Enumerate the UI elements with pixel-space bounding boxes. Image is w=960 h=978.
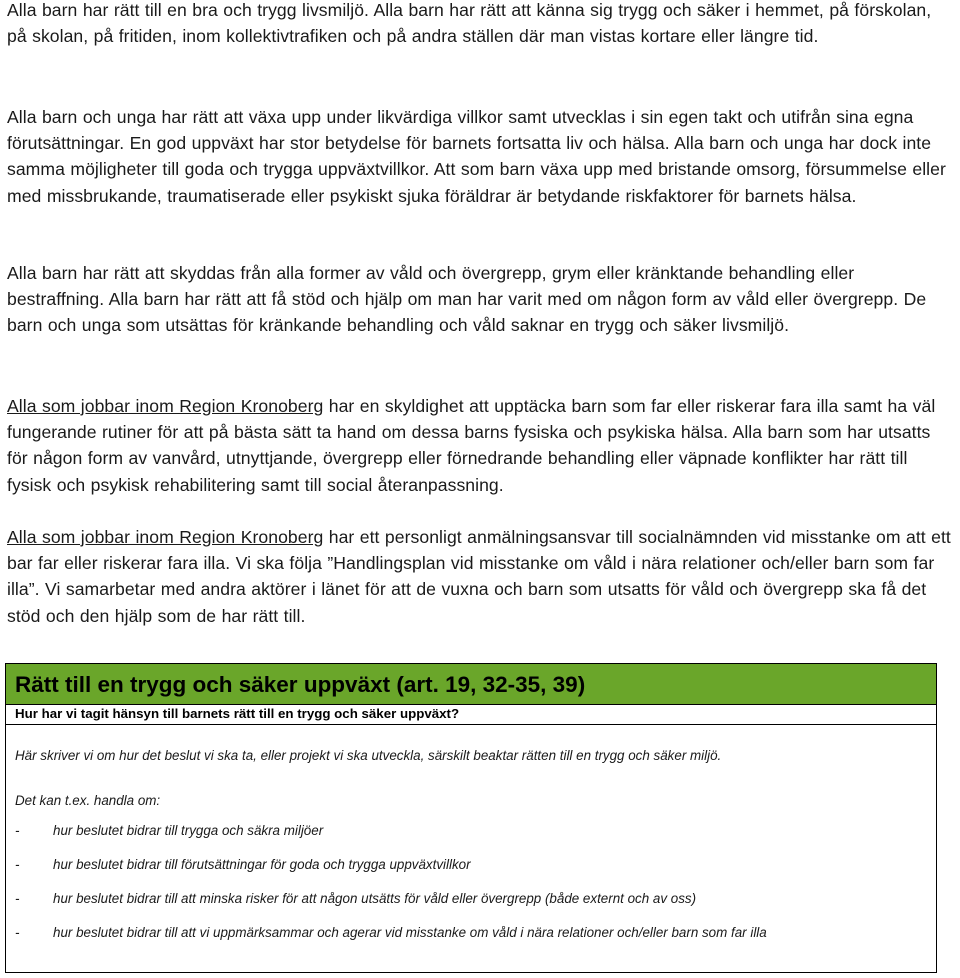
list-item (15, 822, 767, 856)
box-header (6, 664, 936, 705)
bullet-dash: - (15, 857, 20, 872)
bullet-dash: - (15, 891, 20, 906)
region-kronoberg-link[interactable]: Alla som jobbar inom Region Kronoberg (7, 527, 324, 547)
list-item-text: hur beslutet bidrar till att vi uppmärksammar och agerar vid misstanke om våld i nära relationer och/eller barn som far illa (53, 925, 767, 940)
paragraph-skyldighet (7, 393, 953, 498)
paragraph-skydd: Alla barn har rätt att skyddas från alla former av våld och övergrepp, grym eller kränktande behandling eller bestraffning. Alla barn har rätt att få stöd och hjälp om man har varit med om någon form av våld eller övergrepp. De barn och unga som utsättas för kränkande behandling och våld saknar en trygg och säker livsmiljö. (7, 263, 927, 336)
list-item-text: hur beslutet bidrar till trygga och säkra miljöer (53, 823, 324, 838)
paragraph-skyldighet-text: har en skyldighet att upptäcka barn som far eller riskerar fara illa samt ha väl fungerande rutiner för att på bästa sätt ta hand om dessa barns fysiska och psykiska hälsa. Alla barn som har utsatts för någon form av vanvård, utnyttjande, övergrepp eller förnedrande behandling eller väpnade konflikter har rätt till fysisk och psykisk rehabilitering samt till social återanpassning. (7, 396, 936, 495)
bullet-dash: - (15, 823, 20, 838)
box-intro: Här skriver vi om hur det beslut vi ska ta, eller projekt vi ska utveckla, särskilt beaktar rätten till en trygg och säker miljö. (15, 748, 722, 763)
list-item (15, 924, 767, 958)
box-bullet-list (15, 822, 767, 958)
box-title: Rätt till en trygg och säker uppväxt (art. 19, 32-35, 39) (15, 672, 586, 697)
bullet-dash: - (15, 925, 20, 940)
list-item-text: hur beslutet bidrar till att minska risker för att någon utsätts för våld eller övergrepp (både externt och av oss) (53, 891, 697, 906)
list-item (15, 890, 767, 924)
paragraph-anmalningsansvar (7, 524, 953, 629)
paragraph-livsmiljo: Alla barn har rätt till en bra och trygg livsmiljö. Alla barn har rätt att känna sig trygg och säker i hemmet, på förskolan, på skolan, på fritiden, inom kollektivtrafiken och på andra ställen där man vistas kortare eller längre tid. (7, 0, 932, 47)
box-question: Hur har vi tagit hänsyn till barnets rätt till en trygg och säker uppväxt? (6, 705, 936, 725)
assessment-box (5, 663, 937, 973)
box-lead: Det kan t.ex. handla om: (15, 793, 161, 808)
paragraph-uppvaxt: Alla barn och unga har rätt att växa upp under likvärdiga villkor samt utvecklas i sin egen takt och utifrån sina egna förutsättningar. En god uppväxt har stor betydelse för barnets fortsatta liv och hälsa. Alla barn och unga har dock inte samma möjligheter till goda och trygga uppväxtvillkor. Att som barn växa upp med bristande omsorg, försummelse eller med missbrukande, traumatiserade eller psykiskt sjuka föräldrar är betydande riskfaktorer för barnets hälsa. (7, 107, 946, 206)
list-item (15, 856, 767, 890)
region-kronoberg-link[interactable]: Alla som jobbar inom Region Kronoberg (7, 396, 324, 416)
list-item-text: hur beslutet bidrar till förutsättningar för goda och trygga uppväxtvillkor (53, 857, 471, 872)
paragraph-anmalningsansvar-text: har ett personligt anmälningsansvar till socialnämnden vid misstanke om att ett bar far eller riskerar fara illa. Vi ska följa ”Handlingsplan vid misstanke om våld i nära relationer och/eller barn som far illa”. Vi samarbetar med andra aktörer i länet för att de vuxna och barn som utsatts för våld och övergrepp ska få det stöd och den hjälp som de har rätt till. (7, 527, 951, 626)
